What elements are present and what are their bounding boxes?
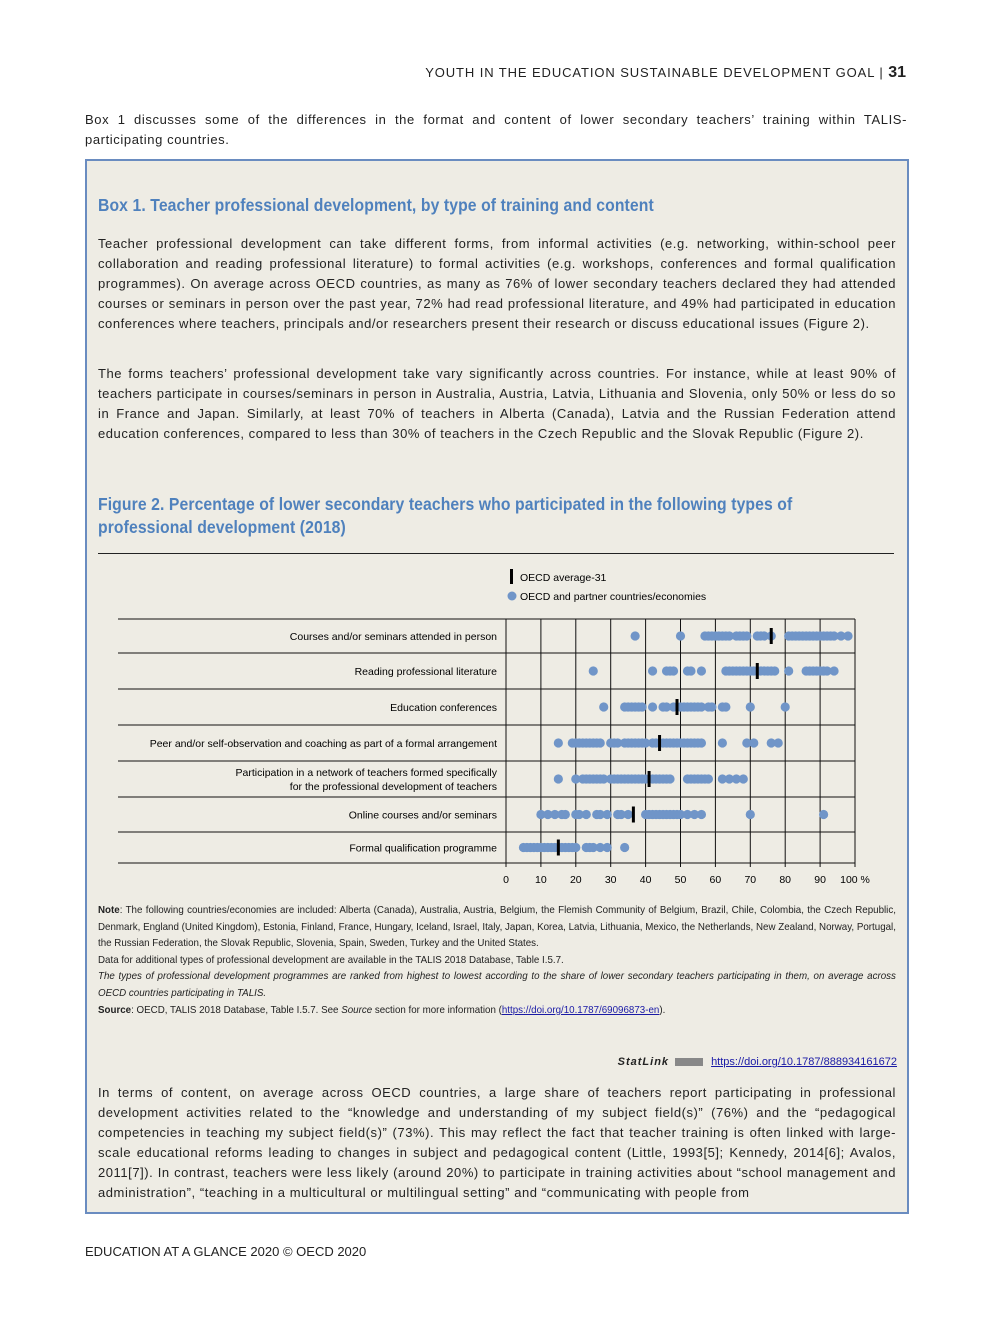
box-paragraph-2: The forms teachers’ professional development take vary significantly across countries. For instance, while at least 90% of teachers participate in courses/seminars in person in Australia, Austria, Latvia, Lithuania and Slovenia, only 50% or less do so in France and Japan. Similarly, at least 70% of teachers in Alberta (Canada), Latvia and the Russian Federation attend education conferences, compared to less than 30% of teachers in the Czech Republic and the Slovak Republic (Figure 2). [98, 366, 896, 441]
oecd-average-marker [632, 807, 635, 823]
country-dot [665, 774, 674, 783]
legend-average-marker [510, 569, 513, 584]
oecd-average-marker [676, 699, 679, 715]
statlink-url[interactable]: https://doi.org/10.1787/888934161672 [711, 1056, 897, 1068]
source-text: : OECD, TALIS 2018 Database, Table I.5.7. See [131, 1003, 342, 1016]
legend-dot-marker [508, 592, 517, 601]
country-dot [704, 774, 713, 783]
country-dot [843, 631, 852, 640]
country-dot [829, 666, 838, 675]
dot-plot-chart [87, 561, 903, 901]
note-countries [98, 902, 896, 952]
country-dot [742, 631, 751, 640]
note-label: Note [98, 904, 120, 916]
box-1 [85, 159, 909, 1214]
country-dot [739, 774, 748, 783]
category-label: Education conferences [390, 702, 497, 714]
country-dot [676, 631, 685, 640]
note-ranking: The types of professional development programmes are ranked from highest to lowest according to the share of lower secondary teachers participating in them, on average across OECD countries participating in TALIS. [98, 970, 896, 999]
note-extra: Data for additional types of professional development are available in the TALIS 2018 Database, Table I.5.7. [98, 953, 564, 966]
country-dot [624, 810, 633, 819]
source-link[interactable]: https://doi.org/10.1787/69096873-en [501, 1003, 660, 1016]
x-tick-label: 30 [604, 874, 617, 886]
country-dot [774, 738, 783, 747]
category-label: Online courses and/or seminars [348, 809, 497, 822]
country-dot [603, 810, 612, 819]
country-dot [638, 702, 647, 711]
category-label: Reading professional literature [354, 666, 497, 678]
category-label: Courses and/or seminars attended in person [289, 631, 497, 643]
box-paragraph-1: Teacher professional development can take different forms, from informal activities (e.g. networking, within-school peer collaboration and reading professional literature) to formal activities (e.g. workshops, conferences and formal qualification programmes). On average across OECD countries, as many as 76% of lower secondary teachers declared they had attended courses or seminars in person over the past year, 72% had read professional literature, and 49% had participated in education conferences where teachers, principals and/or researchers present their research or discuss educational issues (Figure 2). [98, 236, 896, 331]
box-title: Box 1. Teacher professional development, by type of training and content [98, 195, 654, 215]
category-label: Formal qualification programme [349, 842, 497, 855]
statlink-label: StatLink [617, 1056, 670, 1068]
country-dot [599, 702, 608, 711]
country-dot [784, 666, 793, 675]
source-label: Source [98, 1003, 132, 1016]
figure-title-line-1: Figure 2. Percentage of lower secondary teachers who participated in the following types of [98, 494, 793, 514]
legend-average-label: OECD average-31 [520, 572, 607, 584]
figure-notes [98, 902, 896, 1018]
x-tick-label: 80 [779, 874, 792, 886]
country-dot [721, 702, 730, 711]
note-source [98, 1002, 896, 1019]
note-text: : The following countries/economies are included: Alberta (Canada), Australia, Austria, Belgium, the Flemish Community of Belgium, Brazil, Chile, Colombia, the Czech Republic, Denmark, England (United Kingdom), Estonia, Finland, France, Hungary, Iceland, Israel, Italy, Japan, Korea, Latvia, Lithuania, Mexico, the Netherlands, New Zealand, Norway, Portugal, the Russian Federation, the Slovak Republic, Slovenia, Spain, Sweden, Turkey and the United States. [98, 904, 896, 950]
country-dot [582, 810, 591, 819]
x-tick-label: 60 [709, 874, 722, 886]
x-tick-label: 0 [503, 874, 509, 886]
country-dot [781, 702, 790, 711]
category-label: for the professional development of teachers [289, 781, 497, 793]
source-italic: Source [341, 1003, 373, 1016]
oecd-average-marker [658, 735, 661, 751]
running-title: YOUTH IN THE EDUCATION SUSTAINABLE DEVELOPMENT GOAL [425, 65, 875, 80]
country-dot [571, 843, 580, 852]
country-dot [648, 666, 657, 675]
x-tick-label: 50 [674, 874, 687, 886]
oecd-average-marker [770, 628, 773, 644]
intro-paragraph: Box 1 discusses some of the differences in the format and content of lower secondary teachers’ training within TALIS-participating countries. [85, 112, 907, 147]
country-dot [631, 631, 640, 640]
page-number: 31 [888, 64, 906, 81]
oecd-average-marker [756, 663, 759, 679]
country-dot [770, 666, 779, 675]
figure-title-line-2: professional development (2018) [98, 517, 346, 537]
source-text-2: section for more information ( [372, 1003, 502, 1016]
statlink-icon [675, 1058, 703, 1066]
country-dot [554, 738, 563, 747]
page-footer: EDUCATION AT A GLANCE 2020 © OECD 2020 [85, 1244, 367, 1259]
country-dot [707, 702, 716, 711]
country-dot [697, 810, 706, 819]
legend-dot-label: OECD and partner countries/economies [520, 591, 707, 603]
category-label: Peer and/or self-observation and coaching as part of a formal arrangement [149, 738, 497, 750]
x-tick-label: 40 [639, 874, 652, 886]
country-dot [819, 810, 828, 819]
country-dot [648, 702, 657, 711]
country-dot [596, 738, 605, 747]
country-dot [561, 810, 570, 819]
country-dot [603, 843, 612, 852]
category-label: Participation in a network of teachers formed specifically [235, 767, 497, 779]
source-text-3: ). [659, 1003, 666, 1016]
country-dot [746, 810, 755, 819]
running-header: YOUTH IN THE EDUCATION SUSTAINABLE DEVELOPMENT GOAL | 31 [425, 64, 906, 81]
country-dot [589, 666, 598, 675]
x-tick-label: 70 [744, 874, 757, 886]
country-dot [718, 738, 727, 747]
country-dot [749, 738, 758, 747]
oecd-average-marker [648, 771, 651, 787]
x-tick-label: 90 [814, 874, 826, 886]
x-tick-label: 20 [569, 874, 582, 886]
country-dot [697, 738, 706, 747]
closing-paragraph: In terms of content, on average across OECD countries, a large share of teachers report participating in professional development activities related to the “knowledge and understanding of my subject field(s)” (76%) and the “pedagogical competencies in teaching my subject field(s)” (73%). This may reflect the fact that teacher training is often linked with large-scale educational reforms leading to changes in subject and pedagogical content (Little, 1993[5]; Kennedy, 2014[6]; Avalos, 2011[7]). In contrast, teachers were less likely (around 20%) to participate in training activities about “school management and administration”, “teaching in a multicultural or multilingual setting” and “communicating with people from [98, 1085, 896, 1200]
oecd-average-marker [557, 840, 560, 856]
country-dot [620, 843, 629, 852]
country-dot [697, 666, 706, 675]
x-tick-label: 100 % [840, 874, 870, 886]
country-dot [669, 666, 678, 675]
statlink [618, 1056, 897, 1068]
country-dot [554, 774, 563, 783]
country-dot [686, 666, 695, 675]
x-tick-label: 10 [535, 874, 547, 886]
country-dot [746, 702, 755, 711]
figure-rule [98, 553, 894, 554]
